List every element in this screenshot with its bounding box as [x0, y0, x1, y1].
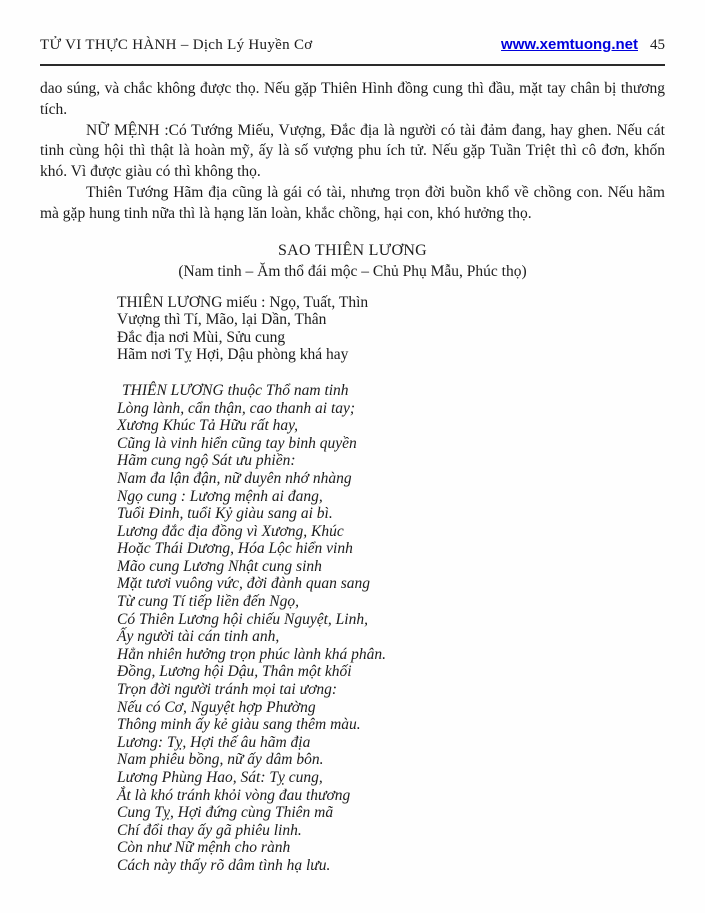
poem-line: Mão cung Lương Nhật cung sinh	[117, 557, 322, 575]
page-number: 45	[650, 37, 665, 53]
poem-line: Ngọ cung : Lương mệnh ai đang,	[117, 487, 323, 505]
poem-line: Cách này thấy rõ dâm tình hạ lưu.	[117, 856, 331, 874]
poem-line: THIÊN LƯƠNG thuộc Thổ nam tinh	[122, 381, 349, 399]
poem-line: Lương Phùng Hao, Sát: Tỵ cung,	[117, 769, 323, 787]
star-positions-list	[117, 294, 665, 364]
section-heading: SAO THIÊN LƯƠNG	[277, 241, 428, 259]
star-position-line: Vượng thì Tí, Mão, lại Dần, Thân	[117, 311, 327, 329]
paragraph-nu-menh: NỮ MỆNH :Có Tướng Miếu, Vượng, Đắc địa là người có tài đảm đang, hay ghen. Nếu cát tinh cùng hội thì thật là hoàn mỹ, ấy là số vượng phu ích tử. Nếu gặp Tuần Triệt thì cô đơn, khốn khó. Vì được giàu có thì không thọ.	[40, 121, 665, 181]
poem-line: Xương Khúc Tả Hữu rất hay,	[117, 417, 299, 435]
poem-line: Lương: Tỵ, Hợi thế âu hãm địa	[117, 733, 311, 751]
poem-line: Từ cung Tí tiếp liền đến Ngọ,	[117, 593, 299, 611]
poem-line: Còn như Nữ mệnh cho rành	[117, 839, 291, 857]
poem-line: Nam phiêu bồng, nữ ấy dâm bôn.	[117, 751, 324, 769]
poem-line: Cũng là vinh hiển cũng tay binh quyền	[117, 434, 357, 452]
paragraph-thien-tuong: Thiên Tướng Hãm địa cũng là gái có tài, nhưng trọn đời buồn khổ về chồng con. Nếu hãm mà gặp hung tinh nữa thì là hạng lăn loàn, khắc chồng, hại con, khó hưởng thọ.	[40, 183, 665, 222]
header-rule	[40, 64, 665, 66]
poem-line: Có Thiên Lương hội chiếu Nguyệt, Linh,	[117, 610, 368, 628]
star-position-line: Đắc địa nơi Mùi, Sửu cung	[117, 328, 286, 346]
poem-line: Thông minh ấy kẻ giàu sang thêm màu.	[117, 716, 361, 734]
poem-line: Hẳn nhiên hưởng trọn phúc lành khá phân.	[117, 645, 387, 663]
poem-line: Hãm cung ngộ Sát ưu phiền:	[117, 452, 296, 470]
poem-line: Lương đắc địa đồng vì Xương, Khúc	[117, 522, 344, 540]
poem-line: Lòng lành, cẩn thận, cao thanh ai tay;	[117, 399, 356, 417]
section-subtitle: (Nam tinh – Ăm thổ đái mộc – Chủ Phụ Mẫu, Phúc thọ)	[178, 262, 527, 280]
poem-line: Trọn đời người tránh mọi tai ương:	[117, 681, 337, 699]
poem-line: Nam đa lận đận, nữ duyên nhớ nhàng	[117, 469, 352, 487]
paragraph-continuation: dao súng, và chắc không được thọ. Nếu gặp Thiên Hình đồng cung thì đầu, mặt tay chân bị thương tích.	[40, 80, 665, 118]
page-header	[40, 36, 665, 54]
poem-line: Cung Tỵ, Hợi đứng cùng Thiên mã	[117, 804, 334, 822]
poem-line: Chí đổi thay ấy gã phiêu linh.	[117, 821, 302, 839]
poem-line: Ấy người tài cán tinh anh,	[117, 628, 280, 646]
book-title: TỬ VI THỰC HÀNH – Dịch Lý Huyền Cơ	[40, 37, 313, 53]
poem	[117, 382, 665, 875]
poem-line: Ắt là khó tránh khỏi vòng đau thương	[117, 786, 351, 804]
poem-line: Nếu có Cơ, Nguyệt hợp Phường	[117, 698, 316, 716]
website-link[interactable]: www.xemtuong.net	[501, 36, 638, 53]
header-right	[501, 36, 665, 54]
poem-line: Tuổi Đinh, tuổi Kỷ giàu sang ai bì.	[117, 505, 333, 523]
star-position-line: Hãm nơi Tỵ Hợi, Dậu phòng khá hay	[117, 346, 349, 364]
poem-line: Đồng, Lương hội Dậu, Thân một khối	[117, 663, 352, 681]
body-text	[40, 79, 665, 225]
star-position-line: THIÊN LƯƠNG miếu : Ngọ, Tuất, Thìn	[117, 293, 369, 311]
poem-line: Hoặc Thái Dương, Hóa Lộc hiển vinh	[117, 540, 353, 558]
poem-line: Mặt tươi vuông vức, đời đành quan sang	[117, 575, 371, 593]
